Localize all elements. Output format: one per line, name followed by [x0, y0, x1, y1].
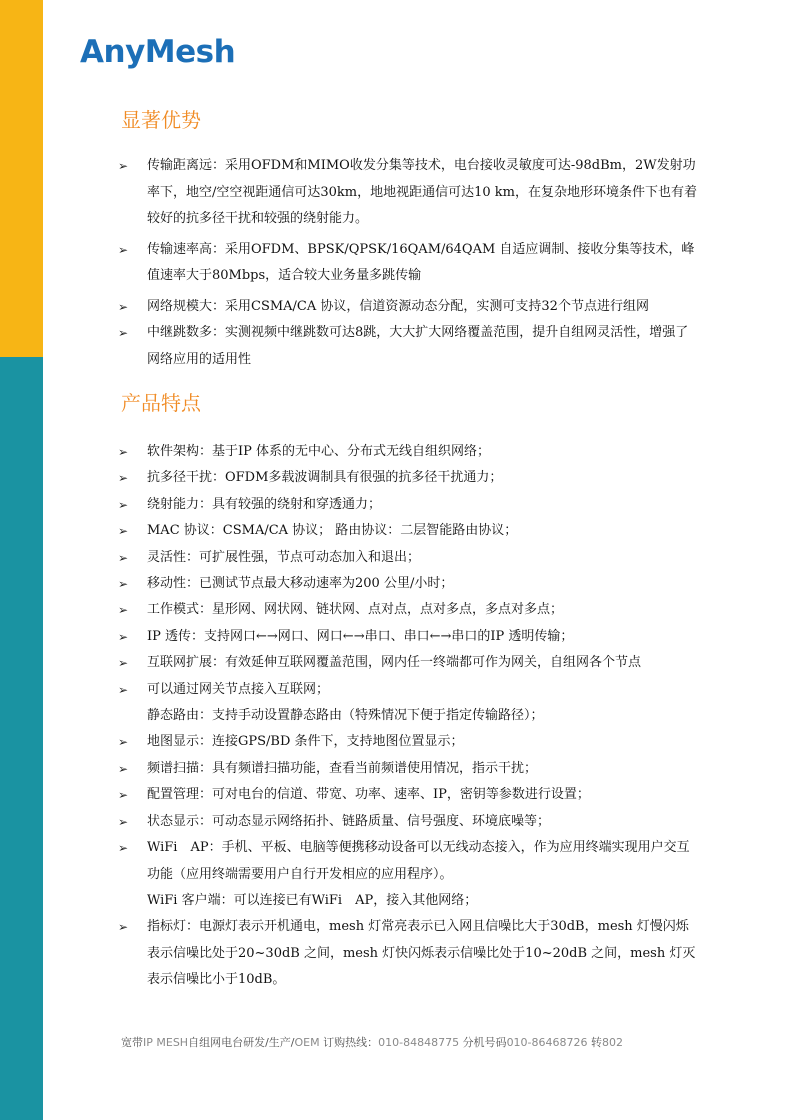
arrow-bullet-icon: ➢ [118, 242, 129, 257]
arrow-bullet-icon: ➢ [118, 550, 129, 565]
list-item: WiFi 客户端：可以连接已有WiFi AP，接入其他网络； [147, 892, 478, 908]
page-footer: 宽带IP MESH自组网电台研发/生产/OEM 订购热线：010-84848775 分机号码010-86468726 转802 [121, 1036, 624, 1049]
list-item: ➢ MAC 协议：CSMA/CA 协议； 路由协议：二层智能路由协议； [118, 518, 698, 544]
arrow-bullet-icon: ➢ [118, 656, 129, 671]
features-list [118, 439, 698, 994]
section-title-advantages: 显著优势 [121, 108, 201, 132]
arrow-bullet-icon: ➢ [118, 471, 129, 486]
arrow-bullet-icon: ➢ [118, 761, 129, 776]
list-item: ➢ 工作模式：星形网、网状网、链状网、点对点，点对多点，多点对多点； [118, 597, 698, 623]
arrow-bullet-icon: ➢ [118, 445, 129, 459]
arrow-bullet-icon: ➢ [118, 577, 129, 592]
arrow-bullet-icon: ➢ [118, 814, 129, 829]
arrow-bullet-icon: ➢ [118, 788, 129, 803]
list-item: ➢ 可以通过网关节点接入互联网； [118, 677, 698, 703]
list-item: ➢ 中继跳数多：实测视频中继跳数可达8跳，大大扩大网络覆盖范围，提升自组网灵活性，增强了网络应用的适用性 [118, 320, 698, 373]
advantages-list [118, 153, 698, 373]
side-stripe-teal [0, 357, 43, 1120]
list-item: ➢ 配置管理：可对电台的信道、带宽、功率、速率、IP，密钥等参数进行设置； [118, 782, 698, 808]
list-item: ➢ 指标灯：电源灯表示开机通电，mesh 灯常亮表示已入网且信噪比大于30dB，mesh 灯慢闪烁表示信噪比处于20~30dB 之间，mesh 灯快闪烁表示信噪比处于10~20dB 之间，mesh 灯灭表示信噪比小于10dB。 [118, 914, 698, 993]
side-stripe-yellow [0, 0, 43, 357]
arrow-bullet-icon: ➢ [118, 326, 129, 340]
list-item: ➢ 频谱扫描：具有频谱扫描功能，查看当前频谱使用情况，指示干扰； [118, 756, 698, 782]
list-item: ➢ 移动性：已测试节点最大移动速率为200 公里/小时； [118, 571, 698, 597]
logo-text: nyMesh [103, 34, 236, 70]
list-item: ➢ 状态显示：可动态显示网络拓扑、链路质量、信号强度、环境底噪等； [118, 809, 698, 835]
list-item: ➢ 网络规模大：采用CSMA/CA 协议，信道资源动态分配，实测可支持32个节点进行组网 [118, 294, 698, 321]
list-item: ➢ WiFi AP：手机、平板、电脑等便携移动设备可以无线动态接入，作为应用终端实现用户交互功能（应用终端需要用户自行开发相应的应用程序）。 [118, 835, 698, 888]
list-item: ➢ 互联网扩展：有效延伸互联网覆盖范围，网内任一终端都可作为网关，自组网各个节点 [118, 650, 698, 676]
arrow-bullet-icon: ➢ [118, 159, 129, 173]
list-item: ➢ 软件架构：基于IP 体系的无中心、分布式无线自组织网络； [118, 439, 698, 465]
list-item: ➢ 传输距离远：采用OFDM和MIMO收发分集等技术，电台接收灵敏度可达-98dBm，2W发射功率下，地空/空空视距通信可达30km，地地视距通信可达10 km，在复杂地形环境条件下也有着较好的抗多径干扰和较强的绕射能力。 [118, 153, 698, 233]
arrow-bullet-icon: ➢ [118, 299, 129, 314]
list-item: ➢ 灵活性：可扩展性强，节点可动态加入和退出； [118, 545, 698, 571]
arrow-bullet-icon: ➢ [118, 524, 129, 539]
list-item: ➢ 地图显示：连接GPS/BD 条件下，支持地图位置显示； [118, 729, 698, 755]
arrow-bullet-icon: ➢ [118, 603, 129, 618]
arrow-bullet-icon: ➢ [118, 629, 129, 644]
logo-mark: A [80, 34, 104, 70]
arrow-bullet-icon: ➢ [118, 497, 129, 512]
section-title-features: 产品特点 [121, 391, 201, 415]
arrow-bullet-icon: ➢ [118, 735, 129, 750]
arrow-bullet-icon: ➢ [118, 920, 129, 935]
anymesh-logo [80, 30, 235, 74]
list-item: 静态路由：支持手动设置静态路由（特殊情况下便于指定传输路径）； [147, 708, 544, 724]
list-item: ➢ 传输速率高：采用OFDM、BPSK/QPSK/16QAM/64QAM 自适应调制、接收分集等技术，峰值速率大于80Mbps，适合较大业务量多跳传输 [118, 237, 698, 290]
list-item: ➢ 绕射能力：具有较强的绕射和穿透通力； [118, 492, 698, 518]
list-item: ➢ 抗多径干扰：OFDM多载波调制具有很强的抗多径干扰通力； [118, 465, 698, 491]
arrow-bullet-icon: ➢ [118, 682, 129, 697]
arrow-bullet-icon: ➢ [118, 841, 129, 856]
list-item: ➢ IP 透传：支持网口←→网口、网口←→串口、串口←→串口的IP 透明传输； [118, 624, 698, 650]
